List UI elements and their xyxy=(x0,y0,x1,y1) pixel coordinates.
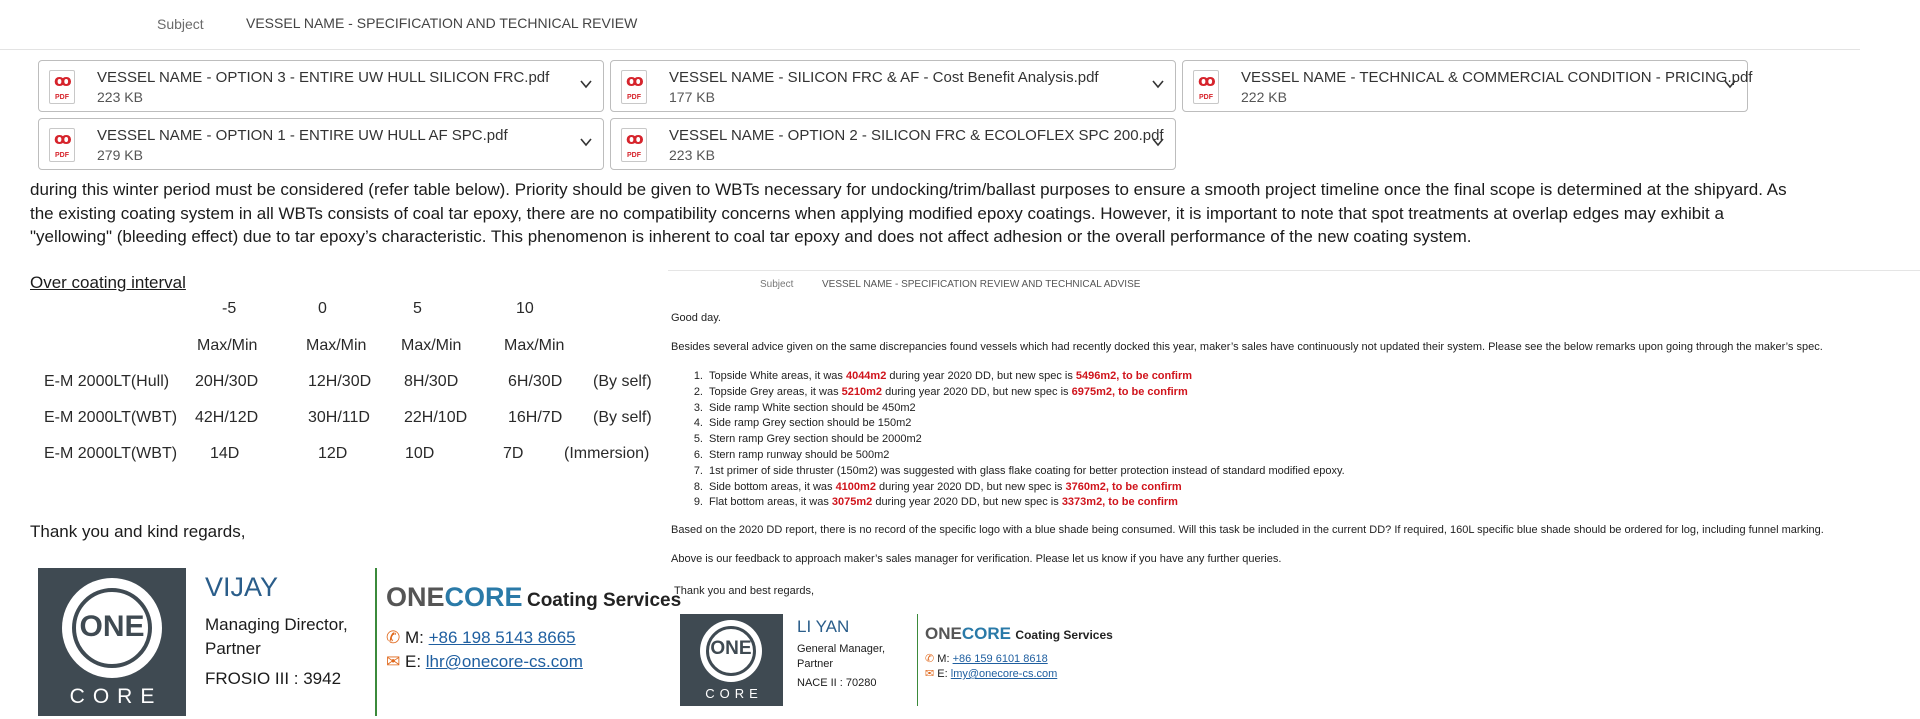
body-paragraph xyxy=(30,178,1890,249)
value-cell: 22H/10D xyxy=(404,409,468,426)
value-cell: 30H/11D xyxy=(308,409,370,426)
attachment-size: 279 KB xyxy=(97,147,143,163)
temp-header: 10 xyxy=(516,300,534,317)
phone-icon: ✆ xyxy=(386,628,401,647)
signature-name: VIJAY xyxy=(205,572,279,602)
list-item: 9. Flat bottom areas, it was 3075m2 during year 2020 DD, but new spec is 3373m2, to be confirm xyxy=(693,496,1178,509)
mail-icon: ✉ xyxy=(925,668,935,680)
attachment-name: VESSEL NAME - TECHNICAL & COMMERCIAL CONDITION - PRICING.pdf xyxy=(1241,69,1753,86)
attachment-name: VESSEL NAME - OPTION 2 - SILICON FRC & ECOLOFLEX SPC 200.pdf xyxy=(669,127,1164,144)
list-item: 5. Stern ramp Grey section should be 2000m2 xyxy=(693,433,922,446)
onecore-logo xyxy=(680,614,783,706)
attachment-card[interactable] xyxy=(38,60,604,112)
attachment-name: VESSEL NAME - SILICON FRC & AF - Cost Benefit Analysis.pdf xyxy=(669,69,1099,86)
subheader-cell: Max/Min xyxy=(306,337,367,354)
brand-wordmark: ONECORE Coating Services xyxy=(386,582,682,612)
attachment-name: VESSEL NAME - OPTION 3 - ENTIRE UW HULL SILICON FRC.pdf xyxy=(97,69,550,86)
value-cell: 12D xyxy=(318,445,348,462)
phone-icon: ✆ xyxy=(925,653,935,665)
brand-wordmark: ONECORE Coating Services xyxy=(925,624,1113,643)
pdf-icon: ꝏ PDF xyxy=(621,70,647,104)
body-line: "yellowing" (bleeding effect) due to tar epoxy’s characteristic. This phenomenon is inherent to coal tar epoxy and does not affect adhesion or the overall performance of the new coating system. xyxy=(30,227,1472,246)
product-cell: E-M 2000LT(WBT) xyxy=(44,445,178,462)
pdf-icon: ꝏ PDF xyxy=(49,128,75,162)
signature-title: Managing Director, xyxy=(205,615,348,634)
embedded-note: Based on the 2020 DD report, there is no record of the specific logo with a blue shade being consumed. Will this task be included in the current DD? If required, 160L specific blue shade should be ordered for log, including funnel marking. xyxy=(671,524,1824,536)
phone-link[interactable]: +86 198 5143 8665 xyxy=(428,628,576,647)
closing-thanks: Thank you and kind regards, xyxy=(30,522,246,541)
embedded-signature-email: ✉ E: lmy@onecore-cs.com xyxy=(925,668,1058,680)
overcoating-title: Over coating interval xyxy=(30,273,186,292)
onecore-logo xyxy=(38,568,186,716)
value-cell: 7D xyxy=(503,445,524,462)
attachment-card[interactable] xyxy=(1182,60,1753,112)
embedded-signature-title: Partner xyxy=(797,658,834,670)
subheader-cell: Max/Min xyxy=(197,337,258,354)
list-item: 1. Topside White areas, it was 4044m2 during year 2020 DD, but new spec is 5496m2, to be confirm xyxy=(693,370,1193,382)
attachment-name: VESSEL NAME - OPTION 1 - ENTIRE UW HULL AF SPC.pdf xyxy=(97,127,508,144)
note-cell: (By self) xyxy=(593,373,652,390)
list-item: 3. Side ramp White section should be 450m2 xyxy=(693,401,916,414)
signature-phone: ✆ M: +86 198 5143 8665 xyxy=(386,628,576,647)
logo-text-one: ONE xyxy=(79,610,145,643)
logo-text-core: CORE xyxy=(705,686,763,701)
embedded-intro: Besides several advice given on the same discrepancies found vessels which had recently docked this year, maker’s sales have continuously not updated their system. Please see the below remarks upon going through the maker’s spec. xyxy=(671,341,1823,353)
embedded-signature-cert: NACE II : 70280 xyxy=(797,677,877,689)
embedded-signature-phone: ✆ M: +86 159 6101 8618 xyxy=(925,653,1048,665)
signature-title: Partner xyxy=(205,639,261,658)
signature-cert: FROSIO III : 3942 xyxy=(205,669,342,688)
product-cell: E-M 2000LT(Hull) xyxy=(44,373,170,390)
chevron-down-icon[interactable] xyxy=(1723,77,1737,91)
mail-icon: ✉ xyxy=(386,652,401,671)
temp-header: -5 xyxy=(222,300,237,317)
body-line: the existing coating system in all WBTs consists of coal tar epoxy, there are no compatibility concerns when applying modified epoxy coatings. However, it is important to note that spot treatments at overlap edges may exhibit a xyxy=(30,203,1724,223)
logo-text-core: CORE xyxy=(69,685,163,708)
attachment-size: 222 KB xyxy=(1241,89,1287,105)
email-link[interactable]: lmy@onecore-cs.com xyxy=(950,668,1058,680)
embedded-thanks: Thank you and best regards, xyxy=(674,585,815,597)
list-item: 4. Side ramp Grey section should be 150m2 xyxy=(693,417,912,430)
chevron-down-icon[interactable] xyxy=(1151,77,1165,91)
embedded-subject-label: Subject xyxy=(760,279,794,290)
value-cell: 14D xyxy=(210,445,240,462)
embedded-subject-value: VESSEL NAME - SPECIFICATION REVIEW AND TECHNICAL ADVISE xyxy=(822,279,1141,290)
signature-divider xyxy=(917,614,918,706)
attachment-card[interactable] xyxy=(38,118,604,170)
temp-header: 0 xyxy=(318,300,327,317)
signature-email: ✉ E: lhr@onecore-cs.com xyxy=(386,652,583,671)
value-cell: 8H/30D xyxy=(404,373,459,390)
value-cell: 16H/7D xyxy=(508,409,563,426)
attachment-size: 223 KB xyxy=(669,147,715,163)
phone-link[interactable]: +86 159 6101 8618 xyxy=(952,653,1048,665)
embedded-greeting: Good day. xyxy=(671,312,721,324)
subject-value: VESSEL NAME - SPECIFICATION AND TECHNICAL REVIEW xyxy=(246,15,638,31)
attachment-size: 223 KB xyxy=(97,89,143,105)
embedded-signature-name: LI YAN xyxy=(797,617,850,636)
list-item: 6. Stern ramp runway should be 500m2 xyxy=(693,448,890,461)
attachment-size: 177 KB xyxy=(669,89,715,105)
embedded-remarks-list xyxy=(671,370,1345,512)
value-cell: 20H/30D xyxy=(195,373,259,390)
value-cell: 42H/12D xyxy=(195,409,259,426)
attachment-card[interactable] xyxy=(610,118,1176,170)
chevron-down-icon[interactable] xyxy=(579,77,593,91)
list-item: 8. Side bottom areas, it was 4100m2 during year 2020 DD, but new spec is 3760m2, to be confirm xyxy=(693,480,1182,493)
value-cell: 12H/30D xyxy=(308,373,372,390)
value-cell: 10D xyxy=(405,445,435,462)
signature-divider xyxy=(375,568,377,716)
subheader-cell: Max/Min xyxy=(401,337,462,354)
email-link[interactable]: lhr@onecore-cs.com xyxy=(425,652,583,671)
subject-row xyxy=(0,0,1860,50)
product-cell: E-M 2000LT(WBT) xyxy=(44,409,178,426)
list-item: 2. Topside Grey areas, it was 5210m2 during year 2020 DD, but new spec is 6975m2, to be confirm xyxy=(693,385,1188,398)
embedded-feedback: Above is our feedback to approach maker’s sales manager for verification. Please let us know if you have any further queries. xyxy=(671,553,1282,565)
embedded-signature-title: General Manager, xyxy=(797,643,886,655)
note-cell: (Immersion) xyxy=(564,445,650,462)
subject-label: Subject xyxy=(157,16,204,32)
chevron-down-icon[interactable] xyxy=(579,135,593,149)
subheader-cell: Max/Min xyxy=(504,337,565,354)
body-line: during this winter period must be considered (refer table below). Priority should be given to WBTs necessary for undocking/trim/ballast purposes to ensure a smooth project timeline once the final scope is determined at the shipyard. As xyxy=(30,180,1787,199)
list-item: 7. 1st primer of side thruster (150m2) was suggested with glass flake coating for better protection instead of standard modified epoxy. xyxy=(693,464,1345,477)
pdf-icon: ꝏ PDF xyxy=(621,128,647,162)
pdf-icon: ꝏ PDF xyxy=(49,70,75,104)
logo-text-one: ONE xyxy=(710,638,752,659)
attachment-card[interactable] xyxy=(610,60,1176,112)
chevron-down-icon[interactable] xyxy=(1151,135,1165,149)
note-cell: (By self) xyxy=(593,409,652,426)
temp-header: 5 xyxy=(413,300,422,317)
pdf-icon: ꝏ PDF xyxy=(1193,70,1219,104)
value-cell: 6H/30D xyxy=(508,373,563,390)
